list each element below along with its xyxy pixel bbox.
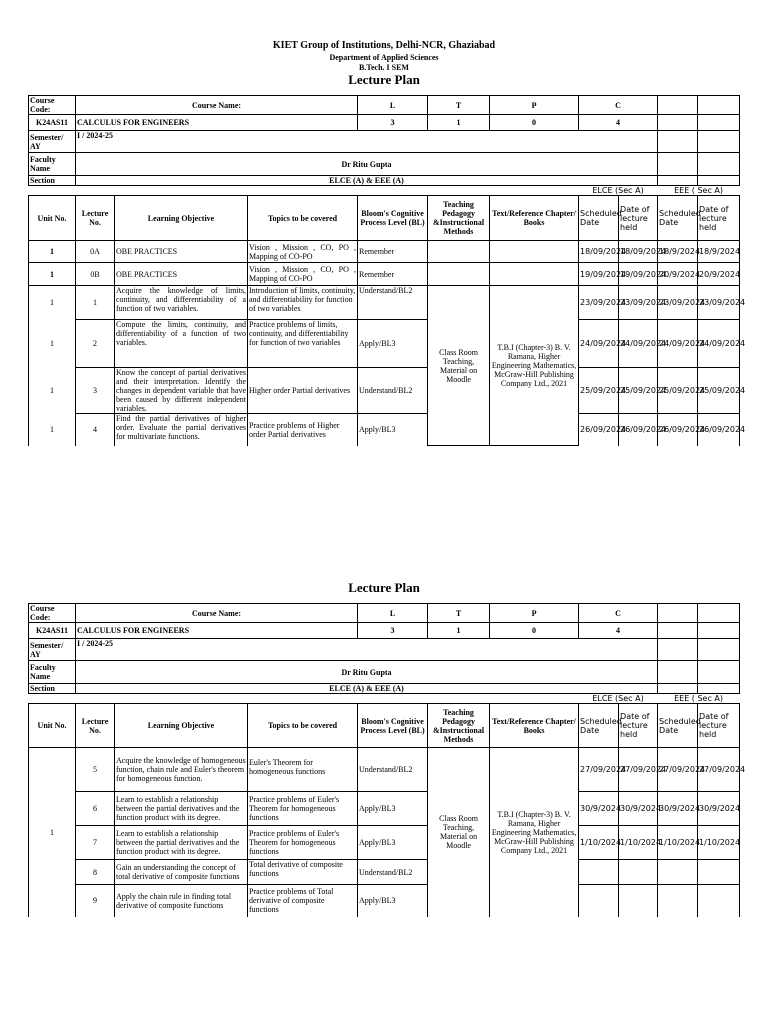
- unit-cell: 1: [29, 286, 76, 320]
- elce-scheduled-date: 24/09/2024: [579, 320, 619, 368]
- bloom-cell: Apply/BL3: [358, 414, 428, 446]
- bloom-cell: Understand/BL2: [358, 860, 428, 885]
- eee-held-date: 30/9/2024: [698, 792, 740, 826]
- lecture-cell: 1: [76, 286, 115, 320]
- lecture-cell: 9: [76, 885, 115, 917]
- program-name: B.Tech. I SEM: [359, 63, 409, 72]
- topics-cell: Practice problems of Higher order Partial derivatives: [248, 414, 358, 446]
- col-bloom: Bloom's Cognitive Process Level (BL): [358, 196, 428, 241]
- elce-scheduled-date: 26/09/2024: [579, 414, 619, 446]
- unit-cell: 1: [29, 748, 76, 917]
- lecture-cell: 0B: [76, 263, 115, 286]
- faculty-name: Dr Ritu Gupta: [76, 153, 658, 176]
- elce-scheduled-date: 23/09/2024: [579, 286, 619, 320]
- objective-cell: Find the partial derivatives of higher order. Evaluate the partial derivatives for multivariate functions.: [115, 414, 248, 446]
- elce-held-date: [619, 885, 658, 917]
- topics-cell: Euler's Theorem for homogeneous functions: [248, 748, 358, 792]
- eee-scheduled-date: 30/9/2024: [658, 792, 698, 826]
- lecture-cell: 2: [76, 320, 115, 368]
- eee-scheduled-date: [658, 860, 698, 885]
- eee-held-date: [698, 860, 740, 885]
- lecture-cell: 7: [76, 826, 115, 860]
- topics-cell: Vision , Mission , CO, PO , Mapping of CO-PO: [248, 263, 358, 286]
- topics-cell: Practice problems of Euler's Theorem for homogeneous functions: [248, 826, 358, 860]
- objective-cell: OBE PRACTICES: [115, 263, 248, 286]
- p-value: 0: [490, 115, 579, 131]
- col-unit: Unit No.: [29, 196, 76, 241]
- bloom-cell: Understand/BL2: [358, 748, 428, 792]
- elce-held-date: [619, 860, 658, 885]
- objective-cell: Gain an understanding the concept of total derivative of composite functions: [115, 860, 248, 885]
- col-lecture: Lecture No.: [76, 196, 115, 241]
- col-eee-held: Date of lecture held: [698, 704, 740, 748]
- bloom-cell: Apply/BL3: [358, 320, 428, 368]
- elce-held-date: 1/10/2024: [619, 826, 658, 860]
- objective-cell: Apply the chain rule in finding total derivative of composite functions: [115, 885, 248, 917]
- table-row: [29, 368, 740, 414]
- eee-scheduled-date: 1/10/2024: [658, 826, 698, 860]
- eee-held-date: 18/9/2024: [698, 241, 740, 263]
- elce-scheduled-date: 18/09/2024: [579, 241, 619, 263]
- l-value: 3: [358, 623, 428, 639]
- eee-held-date: 20/9/2024: [698, 263, 740, 286]
- col-pedagogy: Teaching Pedagogy &Instructional Methods: [428, 704, 490, 748]
- bloom-cell: Remember: [358, 241, 428, 263]
- eee-scheduled-date: 27/09/2024: [658, 748, 698, 792]
- lecture-cell: 8: [76, 860, 115, 885]
- semester-value: I / 2024-25: [76, 131, 658, 153]
- bloom-cell: Understand/BL2: [358, 286, 428, 320]
- semester-label: Semester/ AY: [29, 131, 76, 153]
- faculty-name: Dr Ritu Gupta: [76, 661, 658, 684]
- unit-cell: 1: [29, 263, 76, 286]
- eee-section-header: EEE ( Sec A): [674, 694, 723, 703]
- elce-scheduled-date: [579, 860, 619, 885]
- page-title: Lecture Plan: [348, 72, 420, 87]
- bloom-cell: Apply/BL3: [358, 792, 428, 826]
- objective-cell: Know the concept of partial derivatives and their interpretation. Identify the changes in dependent variable that have been caused by different independent variables.: [116, 368, 246, 413]
- eee-scheduled-date: 25/09/2024: [658, 368, 698, 414]
- elce-held-date: 26/09/2024: [619, 414, 658, 446]
- topics-cell: Practice problems of Euler's Theorem for homogeneous functions: [248, 792, 358, 826]
- topics-cell: Vision , Mission , CO, PO , Mapping of CO-PO: [249, 242, 357, 261]
- elce-section-header: ELCE (Sec A): [592, 186, 644, 195]
- eee-scheduled-date: 20/9/2024: [658, 263, 698, 286]
- col-eee-scheduled: Scheduled Date: [658, 704, 698, 748]
- lecture-plan-table-1: [28, 95, 746, 446]
- col-text: Text/Reference Chapter/ Books: [490, 196, 579, 241]
- objective-cell: Acquire the knowledge of homogeneous function, chain rule and Euler's theorem for homogeneous function.: [115, 748, 248, 792]
- p-label: P: [490, 604, 579, 623]
- eee-held-date: 23/09/2024: [698, 286, 740, 320]
- course-code: K24AS11: [29, 623, 76, 639]
- l-label: L: [358, 96, 428, 115]
- section-label: Section: [29, 684, 76, 694]
- p-value: 0: [490, 623, 579, 639]
- objective-cell: Learn to establish a relationship between the partial derivatives and the function product with its degree.: [115, 826, 248, 860]
- table-row: [29, 286, 740, 320]
- lecture-plan-table-2: [28, 603, 746, 917]
- col-elce-scheduled: Scheduled Date: [579, 704, 619, 748]
- col-lecture: Lecture No.: [76, 704, 115, 748]
- p-label: P: [490, 96, 579, 115]
- elce-held-date: 19/09/2024: [619, 263, 658, 286]
- elce-scheduled-date: 1/10/2024: [579, 826, 619, 860]
- col-elce-held: Date of lecture held: [619, 704, 658, 748]
- eee-held-date: 25/09/2024: [698, 368, 740, 414]
- bloom-cell: Understand/BL2: [358, 368, 428, 414]
- table-row: [29, 885, 740, 917]
- topics-cell: Higher order Partial derivatives: [248, 368, 358, 414]
- department-name: Department of Applied Sciences: [329, 53, 439, 62]
- table-row: [29, 792, 740, 826]
- col-objective: Learning Objective: [115, 196, 248, 241]
- objective-cell: OBE PRACTICES: [115, 241, 248, 263]
- lecture-cell: 0A: [76, 241, 115, 263]
- pedagogy-cell: Class Room Teaching, Material on Moodle: [428, 748, 490, 917]
- semester-label: Semester/ AY: [29, 639, 76, 661]
- elce-held-date: 25/09/2024: [619, 368, 658, 414]
- col-unit: Unit No.: [29, 704, 76, 748]
- elce-scheduled-date: 25/09/2024: [579, 368, 619, 414]
- table-row: [29, 241, 740, 263]
- col-elce-scheduled: Scheduled Date: [579, 196, 619, 241]
- t-label: T: [428, 96, 490, 115]
- eee-scheduled-date: 24/09/2024: [658, 320, 698, 368]
- c-value: 4: [579, 115, 658, 131]
- pedagogy-cell: Class Room Teaching, Material on Moodle: [428, 286, 490, 446]
- lecture-cell: 5: [76, 748, 115, 792]
- col-pedagogy: Teaching Pedagogy &Instructional Methods: [428, 196, 490, 241]
- faculty-label: Faculty Name: [29, 153, 76, 176]
- faculty-label: Faculty Name: [29, 661, 76, 684]
- table-row: [29, 263, 740, 286]
- elce-scheduled-date: 27/09/2024: [579, 748, 619, 792]
- c-label: C: [579, 604, 658, 623]
- table-row: [29, 320, 740, 368]
- elce-scheduled-date: [579, 885, 619, 917]
- col-topics: Topics to be covered: [248, 196, 358, 241]
- t-label: T: [428, 604, 490, 623]
- eee-held-date: 1/10/2024: [698, 826, 740, 860]
- elce-scheduled-date: 19/09/2024: [579, 263, 619, 286]
- unit-cell: 1: [29, 320, 76, 368]
- topics-cell: Introduction of limits, continuity, and differentiability for function of two variables: [248, 286, 358, 320]
- course-name: CALCULUS FOR ENGINEERS: [76, 623, 358, 639]
- bloom-cell: Apply/BL3: [358, 826, 428, 860]
- course-name-label: Course Name:: [76, 96, 358, 115]
- elce-held-date: 27/09/2024: [619, 748, 658, 792]
- elce-held-date: 18/09/2024: [619, 241, 658, 263]
- section-label: Section: [29, 176, 76, 186]
- unit-cell: 1: [29, 241, 76, 263]
- eee-scheduled-date: 26/09/2024: [658, 414, 698, 446]
- course-code-label: Course Code:: [29, 96, 76, 115]
- col-eee-scheduled: Scheduled Date: [658, 196, 698, 241]
- page-title-2: Lecture Plan: [348, 580, 420, 595]
- col-objective: Learning Objective: [115, 704, 248, 748]
- elce-held-date: 23/09/2024: [619, 286, 658, 320]
- text-reference-cell: T.B.I (Chapter-3) B. V. Ramana, Higher Engineering Mathematics, McGraw-Hill Publishing Company Ltd., 2021: [490, 748, 579, 917]
- text-reference-cell: T.B.I (Chapter-3) B. V. Ramana, Higher Engineering Mathematics, McGraw-Hill Publishing Company Ltd., 2021: [490, 286, 579, 446]
- lecture-cell: 3: [76, 368, 115, 414]
- col-eee-held: Date of lecture held: [698, 196, 740, 241]
- unit-cell: 1: [29, 368, 76, 414]
- eee-held-date: 26/09/2024: [698, 414, 740, 446]
- bloom-cell: Remember: [358, 263, 428, 286]
- col-elce-held: Date of lecture held: [619, 196, 658, 241]
- course-name: CALCULUS FOR ENGINEERS: [76, 115, 358, 131]
- elce-scheduled-date: 30/9/2024: [579, 792, 619, 826]
- table-row: [29, 748, 740, 792]
- unit-cell: 1: [29, 414, 76, 446]
- elce-section-header: ELCE (Sec A): [592, 694, 644, 703]
- eee-section-header: EEE ( Sec A): [674, 186, 723, 195]
- eee-scheduled-date: 18/9/2024: [658, 241, 698, 263]
- eee-held-date: 24/09/2024: [698, 320, 740, 368]
- t-value: 1: [428, 115, 490, 131]
- course-code-label: Course Code:: [29, 604, 76, 623]
- eee-scheduled-date: 23/09/2024: [658, 286, 698, 320]
- elce-held-date: 24/09/2024: [619, 320, 658, 368]
- l-value: 3: [358, 115, 428, 131]
- elce-held-date: 30/9/2024: [619, 792, 658, 826]
- section-value: ELCE (A) & EEE (A): [76, 176, 658, 186]
- section-value: ELCE (A) & EEE (A): [76, 684, 658, 694]
- objective-cell: Acquire the knowledge of limits, continuity, and differentiability of a function of two variables.: [115, 286, 248, 320]
- course-code: K24AS11: [29, 115, 76, 131]
- objective-cell: Compute the limits, continuity, and differentiability of a function of two variables.: [115, 320, 248, 368]
- bloom-cell: Apply/BL3: [358, 885, 428, 917]
- topics-cell: Total derivative of composite functions: [248, 860, 358, 885]
- c-value: 4: [579, 623, 658, 639]
- col-topics: Topics to be covered: [248, 704, 358, 748]
- eee-scheduled-date: [658, 885, 698, 917]
- c-label: C: [579, 96, 658, 115]
- eee-held-date: 27/09/2024: [698, 748, 740, 792]
- t-value: 1: [428, 623, 490, 639]
- table-row: [29, 826, 740, 860]
- table-row: [29, 860, 740, 885]
- table-row: [29, 414, 740, 446]
- col-bloom: Bloom's Cognitive Process Level (BL): [358, 704, 428, 748]
- col-text: Text/Reference Chapter/ Books: [490, 704, 579, 748]
- institute-name: KIET Group of Institutions, Delhi-NCR, Ghaziabad: [272, 40, 496, 51]
- topics-cell: Practice problems of limits, continuity, and differentiability for function of two variables: [248, 320, 358, 368]
- course-name-label: Course Name:: [76, 604, 358, 623]
- eee-held-date: [698, 885, 740, 917]
- lecture-cell: 4: [76, 414, 115, 446]
- lecture-cell: 6: [76, 792, 115, 826]
- topics-cell: Practice problems of Total derivative of composite functions: [248, 885, 358, 917]
- objective-cell: Learn to establish a relationship between the partial derivatives and the function product with its degree.: [115, 792, 248, 826]
- semester-value: I / 2024-25: [76, 639, 658, 661]
- l-label: L: [358, 604, 428, 623]
